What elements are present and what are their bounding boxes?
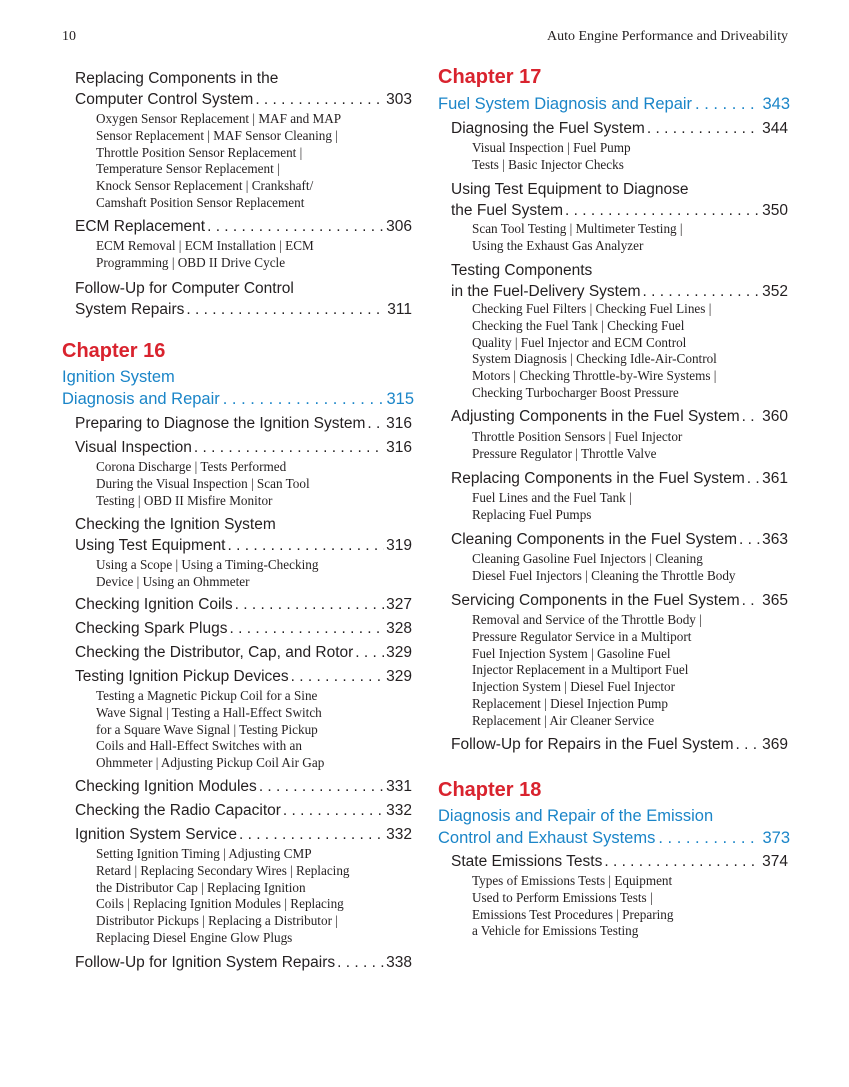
subtopic-line: Visual Inspection | Fuel Pump — [472, 140, 631, 155]
leader-dots — [742, 406, 761, 427]
page-number: 10 — [62, 29, 76, 44]
toc-entry[interactable] — [75, 776, 412, 797]
toc-entry[interactable] — [75, 68, 412, 110]
toc-subtopics — [96, 111, 341, 212]
page-ref: 365 — [762, 592, 788, 609]
leader-dots — [239, 824, 384, 845]
subtopic-line: ECM Removal | ECM Installation | ECM — [96, 238, 314, 253]
toc-entry-title: Visual Inspection — [75, 439, 192, 456]
leader-dots — [291, 666, 384, 687]
toc-subtopics — [472, 140, 631, 174]
subtopic-line: Cleaning Gasoline Fuel Injectors | Cleaning — [472, 551, 703, 566]
toc-entry[interactable] — [451, 118, 788, 139]
subtopic-line: During the Visual Inspection | Scan Tool — [96, 475, 310, 491]
part-title[interactable] — [438, 93, 790, 115]
toc-entry-title: Checking Spark Plugs — [75, 620, 228, 637]
subtopic-line: Scan Tool Testing | Multimeter Testing | — [472, 221, 683, 236]
subtopic-line: the Distributor Cap | Replacing Ignition — [96, 879, 306, 895]
page-ref: 328 — [386, 620, 412, 637]
subtopic-line: Throttle Position Sensors | Fuel Injector — [472, 429, 683, 444]
leader-dots — [230, 618, 385, 639]
subtopic-line: Fuel Injection System | Gasoline Fuel — [472, 645, 671, 661]
subtopic-line: for a Square Wave Signal | Testing Pickup — [96, 721, 318, 737]
subtopic-line: Wave Signal | Testing a Hall-Effect Switch — [96, 704, 322, 720]
page-ref: 374 — [762, 853, 788, 870]
subtopic-line: Checking Turbocharger Boost Pressure — [472, 384, 679, 400]
subtopic-line: Quality | Fuel Injector and ECM Control — [472, 334, 687, 350]
subtopic-line: Throttle Position Sensor Replacement | — [96, 144, 303, 160]
leader-dots — [604, 851, 760, 872]
subtopic-line: Distributor Pickups | Replacing a Distributor | — [96, 913, 338, 929]
toc-entry[interactable] — [75, 618, 412, 639]
page-ref: 344 — [762, 120, 788, 137]
leader-dots — [739, 529, 760, 550]
page-ref: 331 — [386, 778, 412, 795]
toc-entry[interactable] — [451, 468, 788, 489]
page-ref: 361 — [762, 470, 788, 487]
page-ref: 332 — [386, 802, 412, 819]
part-title-text: Diagnosis and Repair — [62, 390, 220, 408]
leader-dots — [207, 216, 384, 237]
toc-entry-title: Follow-Up for Repairs in the Fuel System — [451, 736, 734, 753]
running-title: Auto Engine Performance and Driveability — [546, 29, 788, 44]
subtopic-line: Setting Ignition Timing | Adjusting CMP — [96, 846, 312, 861]
page-ref: 303 — [386, 91, 412, 108]
toc-subtopics — [96, 688, 324, 772]
page-ref: 373 — [762, 829, 790, 847]
page-ref: 369 — [762, 736, 788, 753]
subtopic-line: Diesel Fuel Injectors | Cleaning the Throttle Body — [472, 567, 736, 583]
page-ref: 316 — [386, 439, 412, 456]
toc-entry-title: Checking the Ignition System — [75, 516, 276, 533]
toc-entry-title: in the Fuel-Delivery System — [451, 283, 641, 300]
toc-subtopics — [472, 551, 736, 585]
toc-entry-title: Preparing to Diagnose the Ignition System — [75, 415, 366, 432]
toc-entry[interactable] — [451, 406, 788, 427]
toc-entry[interactable] — [75, 800, 412, 821]
subtopic-line: Testing a Magnetic Pickup Coil for a Sine — [96, 688, 318, 703]
subtopic-line: Replacing Diesel Engine Glow Plugs — [96, 929, 293, 945]
subtopic-line: Fuel Lines and the Fuel Tank | — [472, 490, 632, 505]
subtopic-line: Used to Perform Emissions Tests | — [472, 889, 653, 905]
toc-entry-title: Cleaning Components in the Fuel System — [451, 531, 738, 548]
toc-entry[interactable] — [451, 851, 788, 872]
leader-dots — [736, 734, 761, 755]
toc-entry-title: System Repairs — [75, 301, 185, 318]
leader-dots — [695, 93, 759, 115]
leader-dots — [742, 590, 761, 611]
toc-entry-title: Servicing Components in the Fuel System — [451, 592, 740, 609]
subtopic-line: a Vehicle for Emissions Testing — [472, 923, 639, 939]
toc-entry[interactable] — [451, 529, 788, 550]
toc-entry[interactable] — [451, 260, 788, 302]
toc-entry[interactable] — [75, 216, 412, 237]
toc-entry[interactable] — [451, 734, 788, 755]
leader-dots — [355, 642, 384, 663]
toc-entry-title: Follow-Up for Ignition System Repairs — [75, 954, 336, 971]
leader-dots — [259, 776, 384, 797]
toc-subtopics — [96, 557, 318, 591]
leader-dots — [235, 594, 384, 615]
leader-dots — [194, 437, 384, 458]
subtopic-line: Replacing Fuel Pumps — [472, 506, 592, 522]
toc-entry-title: Using Test Equipment — [75, 537, 226, 554]
subtopic-line: Injection System | Diesel Fuel Injector — [472, 679, 675, 695]
toc-entry-title: Adjusting Components in the Fuel System — [451, 408, 740, 425]
subtopic-line: Using the Exhaust Gas Analyzer — [472, 237, 644, 253]
page-ref: 360 — [762, 408, 788, 425]
toc-entry[interactable] — [75, 514, 412, 556]
page-ref: 306 — [386, 218, 412, 235]
toc-entry-title: Follow-Up for Computer Control — [75, 280, 294, 297]
toc-entry[interactable] — [451, 590, 788, 611]
toc-entry-title: Computer Control System — [75, 91, 254, 108]
toc-entry[interactable] — [75, 413, 412, 434]
subtopic-line: Types of Emissions Tests | Equipment — [472, 873, 673, 888]
toc-entry-title: Replacing Components in the — [75, 70, 279, 87]
leader-dots — [228, 535, 385, 556]
toc-entry[interactable] — [451, 179, 788, 221]
toc-subtopics — [472, 612, 702, 730]
subtopic-line: Oxygen Sensor Replacement | MAF and MAP — [96, 111, 342, 126]
leader-dots — [367, 413, 384, 434]
leader-dots — [255, 89, 384, 110]
toc-subtopics — [472, 873, 673, 940]
toc-entry-title: State Emissions Tests — [451, 853, 603, 870]
toc-subtopics — [96, 238, 314, 272]
toc-subtopics — [96, 846, 350, 947]
page-ref: 316 — [386, 415, 412, 432]
subtopic-line: Retard | Replacing Secondary Wires | Replacing — [96, 862, 350, 878]
toc-entry-title: Checking Ignition Coils — [75, 596, 233, 613]
subtopic-line: Replacement | Air Cleaner Service — [472, 712, 655, 728]
page-ref: 315 — [386, 390, 414, 408]
subtopic-line: Coils | Replacing Ignition Modules | Replacing — [96, 896, 344, 912]
toc-entry-title: Testing Ignition Pickup Devices — [75, 668, 289, 685]
subtopic-line: Injector Replacement in a Multiport Fuel — [472, 662, 689, 678]
page-ref: 343 — [762, 95, 790, 113]
toc-entry-title: Ignition System Service — [75, 826, 237, 843]
chapter-heading: Chapter 16 — [62, 340, 166, 362]
leader-dots — [337, 952, 384, 973]
toc-subtopics — [472, 301, 717, 402]
toc-entry-title: Replacing Components in the Fuel System — [451, 470, 745, 487]
subtopic-line: Camshaft Position Sensor Replacement — [96, 194, 305, 210]
leader-dots — [647, 118, 760, 139]
leader-dots — [186, 299, 385, 320]
subtopic-line: Temperature Sensor Replacement | — [96, 161, 280, 177]
page-ref: 329 — [386, 668, 412, 685]
chapter-heading: Chapter 18 — [438, 779, 542, 801]
leader-dots — [658, 827, 759, 849]
part-title-text: Fuel System Diagnosis and Repair — [438, 95, 693, 113]
toc-entry[interactable] — [75, 666, 412, 687]
part-title-text: Control and Exhaust Systems — [438, 829, 656, 847]
leader-dots — [223, 388, 384, 410]
toc-entry-title: the Fuel System — [451, 202, 563, 219]
toc-entry-title: Checking Ignition Modules — [75, 778, 257, 795]
page-ref: 327 — [386, 596, 412, 613]
subtopic-line: Removal and Service of the Throttle Body | — [472, 612, 702, 627]
subtopic-line: Checking the Fuel Tank | Checking Fuel — [472, 317, 685, 333]
subtopic-line: Checking Fuel Filters | Checking Fuel Lines | — [472, 301, 712, 316]
page-ref: 352 — [762, 283, 788, 300]
toc-entry[interactable] — [75, 278, 412, 320]
page-ref: 332 — [386, 826, 412, 843]
toc-entry-title: Testing Components — [451, 262, 593, 279]
leader-dots — [643, 281, 761, 302]
toc-entry-title: Checking the Radio Capacitor — [75, 802, 281, 819]
page-ref: 350 — [762, 202, 788, 219]
toc-entry-title: Diagnosing the Fuel System — [451, 120, 645, 137]
toc-entry-title: ECM Replacement — [75, 218, 206, 235]
leader-dots — [565, 200, 760, 221]
leader-dots — [283, 800, 384, 821]
subtopic-line: Emissions Test Procedures | Preparing — [472, 906, 674, 922]
subtopic-line: Motors | Checking Throttle-by-Wire Systems | — [472, 368, 717, 384]
toc-entry-title: Using Test Equipment to Diagnose — [451, 181, 689, 198]
toc-subtopics — [472, 221, 683, 255]
page-ref: 329 — [386, 644, 412, 661]
toc-subtopics — [472, 490, 632, 524]
part-title[interactable] — [438, 805, 790, 849]
toc-entry[interactable] — [75, 952, 412, 973]
toc-entry[interactable] — [75, 824, 412, 845]
toc-subtopics — [472, 429, 682, 463]
page-ref: 338 — [386, 954, 412, 971]
page-ref: 319 — [386, 537, 412, 554]
subtopic-line: Knock Sensor Replacement | Crankshaft/ — [96, 178, 314, 194]
subtopic-line: Pressure Regulator | Throttle Valve — [472, 445, 657, 461]
subtopic-line: Sensor Replacement | MAF Sensor Cleaning | — [96, 127, 338, 143]
subtopic-line: Programming | OBD II Drive Cycle — [96, 254, 286, 270]
toc-entry[interactable] — [75, 437, 412, 458]
leader-dots — [747, 468, 760, 489]
toc-entry[interactable] — [75, 594, 412, 615]
toc-subtopics — [96, 459, 310, 509]
subtopic-line: Tests | Basic Injector Checks — [472, 156, 624, 172]
chapter-heading: Chapter 17 — [438, 66, 542, 88]
page-ref: 311 — [387, 301, 412, 318]
toc-entry[interactable] — [75, 642, 412, 663]
subtopic-line: Device | Using an Ohmmeter — [96, 573, 250, 589]
subtopic-line: Coils and Hall-Effect Switches with an — [96, 738, 302, 754]
part-title[interactable] — [62, 366, 414, 410]
subtopic-line: Testing | OBD II Misfire Monitor — [96, 492, 273, 508]
subtopic-line: Replacement | Diesel Injection Pump — [472, 695, 669, 711]
part-title-text: Ignition System — [62, 368, 175, 386]
subtopic-line: System Diagnosis | Checking Idle-Air-Control — [472, 351, 717, 367]
subtopic-line: Corona Discharge | Tests Performed — [96, 459, 287, 474]
page-ref: 363 — [762, 531, 788, 548]
subtopic-line: Using a Scope | Using a Timing-Checking — [96, 557, 319, 572]
toc-entry-title: Checking the Distributor, Cap, and Rotor — [75, 644, 354, 661]
part-title-text: Diagnosis and Repair of the Emission — [438, 807, 714, 825]
subtopic-line: Pressure Regulator Service in a Multiport — [472, 628, 692, 644]
subtopic-line: Ohmmeter | Adjusting Pickup Coil Air Gap — [96, 755, 325, 771]
